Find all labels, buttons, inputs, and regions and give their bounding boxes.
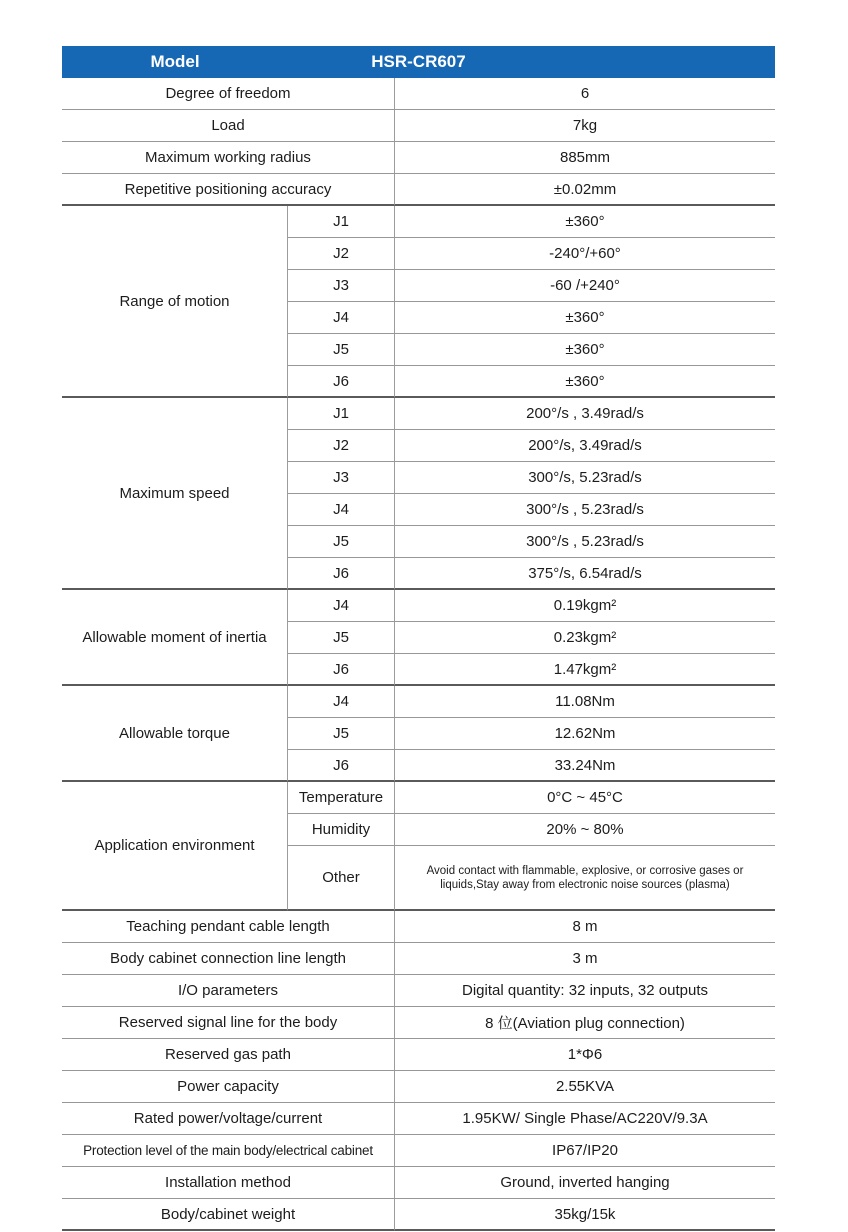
spec-label-rated-power: Rated power/voltage/current [62,1103,395,1135]
joint-label: J4 [288,302,395,334]
spec-value-reserved-gas-path: 1*Φ6 [395,1039,775,1071]
joint-value: ±360° [395,366,775,398]
spec-label-max-working-radius: Maximum working radius [62,142,395,174]
joint-value: -60 /+240° [395,270,775,302]
joint-label: J2 [288,238,395,270]
joint-label: J5 [288,334,395,366]
joint-value: ±360° [395,334,775,366]
robot-spec-table [62,46,775,1231]
joint-label: J6 [288,558,395,590]
joint-label: J5 [288,718,395,750]
spec-label-protection-level: Protection level of the main body/electrical cabinet [62,1135,395,1167]
spec-value-max-working-radius: 885mm [395,142,775,174]
group-label-maximum-speed: Maximum speed [62,398,288,590]
joint-value: 300°/s , 5.23rad/s [395,526,775,558]
env-label-humidity: Humidity [288,814,395,846]
group-label-allowable-torque: Allowable torque [62,686,288,782]
joint-value: -240°/+60° [395,238,775,270]
env-label-other: Other [288,846,395,911]
spec-value-io-parameters: Digital quantity: 32 inputs, 32 outputs [395,975,775,1007]
spec-value-body-cabinet-line: 3 m [395,943,775,975]
joint-value: 0.23kgm² [395,622,775,654]
joint-value: 1.47kgm² [395,654,775,686]
joint-value: 300°/s , 5.23rad/s [395,494,775,526]
joint-value: 300°/s, 5.23rad/s [395,462,775,494]
group-label-range-of-motion: Range of motion [62,206,288,398]
spec-value-body-cabinet-weight: 35kg/15k [395,1199,775,1231]
joint-value: 0.19kgm² [395,590,775,622]
spec-label-io-parameters: I/O parameters [62,975,395,1007]
table-header [62,46,775,78]
joint-label: J4 [288,590,395,622]
group-label-application-environment: Application environment [62,782,288,911]
spec-value-installation-method: Ground, inverted hanging [395,1167,775,1199]
spec-value-repetitive-accuracy: ±0.02mm [395,174,775,206]
env-label-temperature: Temperature [288,782,395,814]
joint-value: 200°/s, 3.49rad/s [395,430,775,462]
spec-value-protection-level: IP67/IP20 [395,1135,775,1167]
spec-label-power-capacity: Power capacity [62,1071,395,1103]
spec-label-repetitive-accuracy: Repetitive positioning accuracy [62,174,395,206]
spec-label-degree-of-freedom: Degree of freedom [62,78,395,110]
env-value-temperature: 0°C ~ 45°C [395,782,775,814]
joint-label: J5 [288,622,395,654]
joint-value: 375°/s, 6.54rad/s [395,558,775,590]
spec-value-reserved-signal-line: 8 位(Aviation plug connection) [395,1007,775,1039]
joint-label: J6 [288,366,395,398]
joint-label: J1 [288,206,395,238]
joint-label: J4 [288,686,395,718]
spec-label-body-cabinet-weight: Body/cabinet weight [62,1199,395,1231]
joint-label: J6 [288,750,395,782]
spec-value-rated-power: 1.95KW/ Single Phase/AC220V/9.3A [395,1103,775,1135]
spec-label-body-cabinet-line: Body cabinet connection line length [62,943,395,975]
joint-value: 33.24Nm [395,750,775,782]
joint-label: J3 [288,270,395,302]
joint-label: J4 [288,494,395,526]
header-model-label: Model [150,52,200,71]
env-value-other: Avoid contact with flammable, explosive, or corrosive gases or liquids,Stay away from electronic noise sources (plasma) [395,846,775,911]
env-value-humidity: 20% ~ 80% [395,814,775,846]
group-label-moment-of-inertia: Allowable moment of inertia [62,590,288,686]
spec-value-power-capacity: 2.55KVA [395,1071,775,1103]
joint-label: J6 [288,654,395,686]
joint-value: 12.62Nm [395,718,775,750]
joint-label: J3 [288,462,395,494]
joint-label: J2 [288,430,395,462]
spec-grid [62,78,775,1231]
header-model-value: HSR-CR607 [371,52,466,71]
joint-value: ±360° [395,302,775,334]
spec-label-load: Load [62,110,395,142]
spec-label-teaching-pendant-cable: Teaching pendant cable length [62,911,395,943]
spec-value-load: 7kg [395,110,775,142]
spec-label-reserved-signal-line: Reserved signal line for the body [62,1007,395,1039]
joint-value: 200°/s , 3.49rad/s [395,398,775,430]
spec-value-degree-of-freedom: 6 [395,78,775,110]
joint-label: J5 [288,526,395,558]
joint-value: 11.08Nm [395,686,775,718]
joint-value: ±360° [395,206,775,238]
spec-label-reserved-gas-path: Reserved gas path [62,1039,395,1071]
joint-label: J1 [288,398,395,430]
spec-value-teaching-pendant-cable: 8 m [395,911,775,943]
spec-label-installation-method: Installation method [62,1167,395,1199]
